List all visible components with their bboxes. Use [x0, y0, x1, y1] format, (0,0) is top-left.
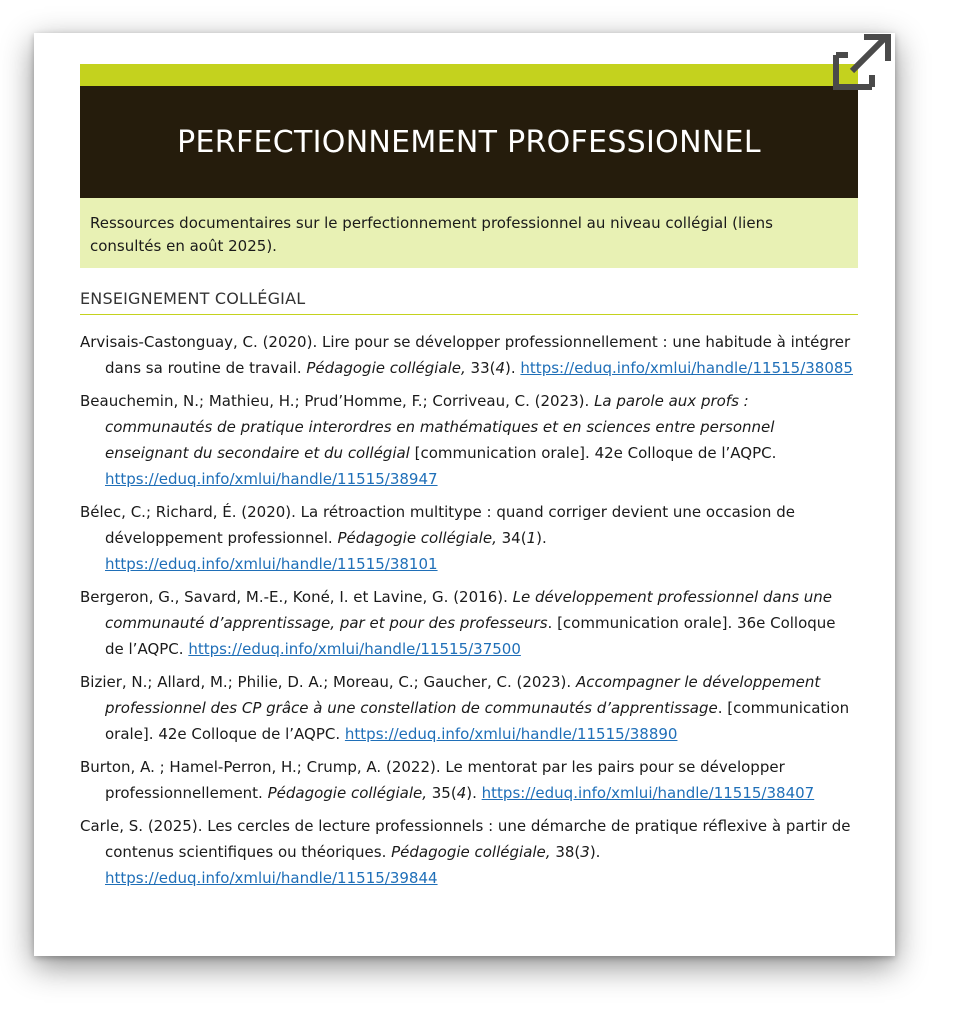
reference-text: Bizier, N.; Allard, M.; Philie, D. A.; Moreau, C.; Gaucher, C. (2023). [80, 673, 576, 691]
reference-list [80, 329, 858, 898]
intro-text: Ressources documentaires sur le perfectionnement professionnel au niveau collégial (liens consultés en août 2025). [90, 214, 773, 255]
reference-details: . [communication orale]. 42e Colloque de l’AQPC. [105, 699, 850, 743]
reference-text: Carle, S. (2025). Les cercles de lecture professionnels : une démarche de pratique réflexive à partir de contenus scientifiques ou théoriques. [80, 817, 851, 861]
reference-item [80, 499, 858, 577]
reference-details-end: ). [536, 529, 547, 547]
document-page [34, 33, 895, 956]
open-external-icon[interactable] [830, 33, 894, 93]
reference-link[interactable]: https://eduq.info/xmlui/handle/11515/38085 [520, 359, 853, 377]
reference-details-end: ). [589, 843, 601, 861]
reference-link[interactable]: https://eduq.info/xmlui/handle/11515/37500 [188, 640, 521, 658]
reference-item [80, 329, 858, 381]
reference-title: Pédagogie collégiale, [391, 843, 551, 861]
reference-item [80, 813, 858, 891]
header-accent-bar [80, 64, 858, 86]
reference-link[interactable]: https://eduq.info/xmlui/handle/11515/38947 [105, 470, 438, 488]
intro-box [80, 198, 858, 268]
reference-item [80, 669, 858, 747]
reference-text: Bélec, C.; Richard, É. (2020). La rétroaction multitype : quand corriger devient une occasion de développement professionnel. [80, 503, 795, 547]
reference-details: . [communication orale]. 36e Colloque de l’AQPC. [105, 614, 836, 658]
reference-link[interactable]: https://eduq.info/xmlui/handle/11515/38890 [344, 725, 678, 743]
reference-link[interactable]: https://eduq.info/xmlui/handle/11515/38407 [481, 784, 815, 802]
reference-details: 38( [550, 843, 581, 861]
reference-title: Le développement professionnel dans une communauté d’apprentissage, par et pour des professeurs [105, 588, 833, 632]
reference-issue: 3 [580, 843, 590, 861]
reference-details: [communication orale]. 42e Colloque de l’AQPC. [409, 444, 777, 462]
page-title: PERFECTIONNEMENT PROFESSIONNEL [177, 124, 761, 160]
reference-link[interactable]: https://eduq.info/xmlui/handle/11515/39844 [105, 869, 438, 887]
reference-item [80, 754, 858, 806]
reference-issue: 4 [495, 359, 506, 377]
reference-details: 34( [496, 529, 527, 547]
reference-text: Burton, A. ; Hamel-Perron, H.; Crump, A. (2022). Le mentorat par les pairs pour se développer professionnellement. [80, 758, 785, 802]
reference-details-end: ). [466, 784, 482, 802]
reference-issue: 1 [526, 529, 537, 547]
reference-details: 33( [465, 359, 496, 377]
reference-item [80, 388, 858, 492]
reference-text: Bergeron, G., Savard, M.-E., Koné, I. et Lavine, G. (2016). [80, 588, 513, 606]
reference-link[interactable]: https://eduq.info/xmlui/handle/11515/38101 [105, 555, 438, 573]
reference-text: Beauchemin, N.; Mathieu, H.; Prud’Homme, F.; Corriveau, C. (2023). [80, 392, 595, 410]
reference-text: Arvisais-Castonguay, C. (2020). Lire pour se développer professionnellement : une habitude à intégrer dans sa routine de travail. [80, 333, 851, 377]
reference-title: Pédagogie collégiale, [306, 359, 466, 377]
reference-item [80, 584, 858, 662]
reference-title: Pédagogie collégiale, [267, 784, 427, 802]
reference-title: Accompagner le développement professionnel des CP grâce à une constellation de communautés d’apprentissage [105, 673, 821, 717]
reference-details-end: ). [505, 359, 521, 377]
reference-title: La parole aux profs : communautés de pratique interordres en mathématiques et en sciences entre personnel enseignant du secondaire et du collégial [105, 392, 775, 462]
reference-details: 35( [427, 784, 457, 802]
reference-title: Pédagogie collégiale, [337, 529, 497, 547]
section-heading: ENSEIGNEMENT COLLÉGIAL [80, 289, 858, 315]
title-banner [80, 86, 858, 198]
reference-issue: 4 [456, 784, 467, 802]
